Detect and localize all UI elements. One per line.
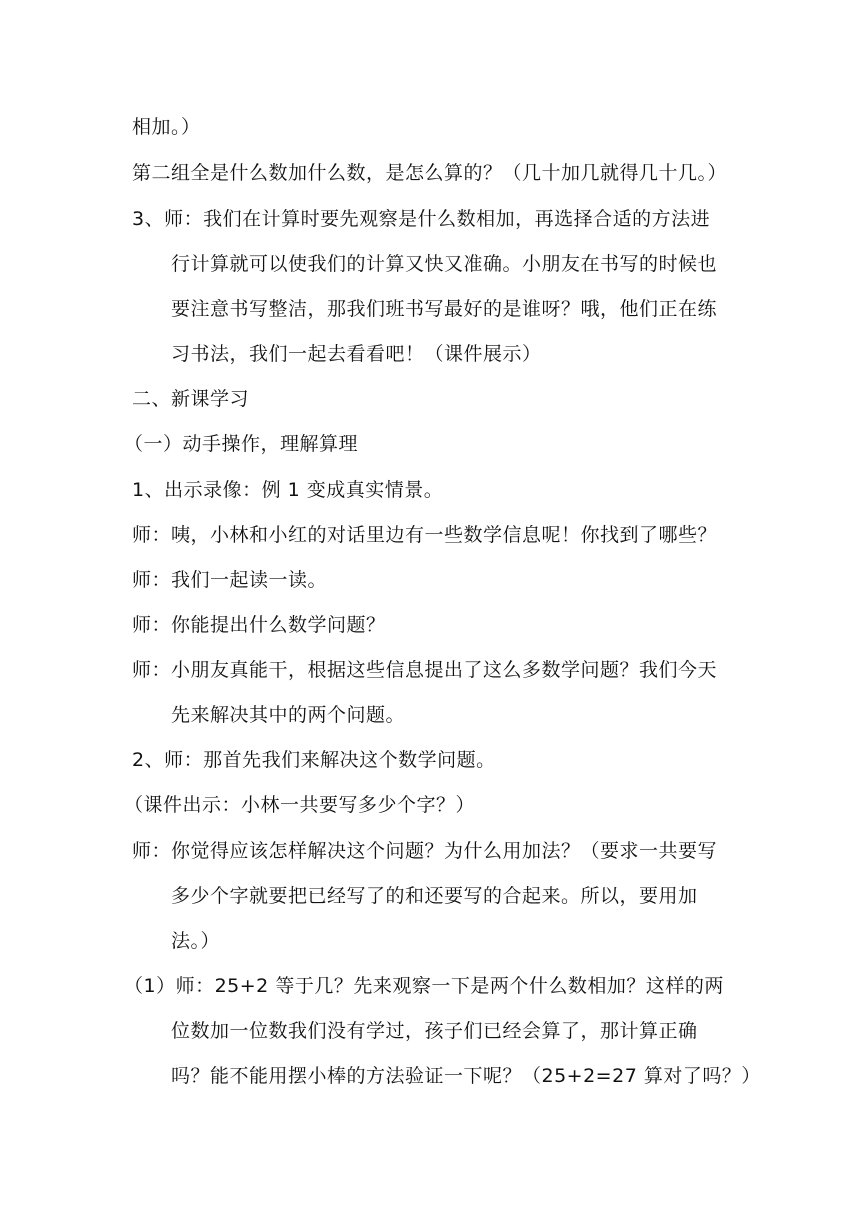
text-line-19: 法。） xyxy=(171,930,221,952)
text-line-14: 先来解决其中的两个问题。 xyxy=(171,704,406,726)
text-line-6: 习书法，我们一起去看看吧！（课件展示） xyxy=(171,343,542,365)
text-line-20: （1）师：25+2 等于几？先来观察一下是两个什么数相加？这样的两 xyxy=(124,975,724,997)
text-line-13: 师：小朋友真能干，根据这些信息提出了这么多数学问题？我们今天 xyxy=(132,659,718,681)
text-line-17: 师：你觉得应该怎样解决这个问题？为什么用加法？（要求一共要写 xyxy=(132,840,718,862)
text-line-18: 多少个字就要把已经写了的和还要写的合起来。所以，要用加 xyxy=(171,885,698,907)
text-line-12: 师：你能提出什么数学问题？ xyxy=(132,614,386,636)
text-line-4: 行计算就可以使我们的计算又快又准确。小朋友在书写的时候也 xyxy=(171,253,718,275)
text-line-16: （课件出示：小林一共要写多少个字？） xyxy=(124,794,476,816)
text-line-1: 相加。） xyxy=(132,116,201,138)
text-line-21: 位数加一位数我们没有学过，孩子们已经会算了，那计算正确 xyxy=(171,1020,698,1042)
text-line-22: 吗？能不能用摆小棒的方法验证一下呢？（25+2=27 算对了吗？） xyxy=(171,1065,761,1087)
text-line-15: 2、师：那首先我们来解决这个数学问题。 xyxy=(132,749,496,771)
subsection-heading-1: （一）动手操作，理解算理 xyxy=(124,433,359,455)
text-line-3: 3、师：我们在计算时要先观察是什么数相加，再选择合适的方法进 xyxy=(132,208,711,230)
section-heading-new-lesson: 二、新课学习 xyxy=(132,388,250,410)
text-line-9: 1、出示录像：例 1 变成真实情景。 xyxy=(132,479,444,501)
text-line-5: 要注意书写整洁，那我们班书写最好的是谁呀？哦，他们正在练 xyxy=(171,298,718,320)
text-line-10: 师：咦，小林和小红的对话里边有一些数学信息呢！你找到了哪些？ xyxy=(132,524,718,546)
text-line-11: 师：我们一起读一读。 xyxy=(132,569,328,591)
text-line-2: 第二组全是什么数加什么数，是怎么算的？（几十加几就得几十几。） xyxy=(132,162,728,184)
